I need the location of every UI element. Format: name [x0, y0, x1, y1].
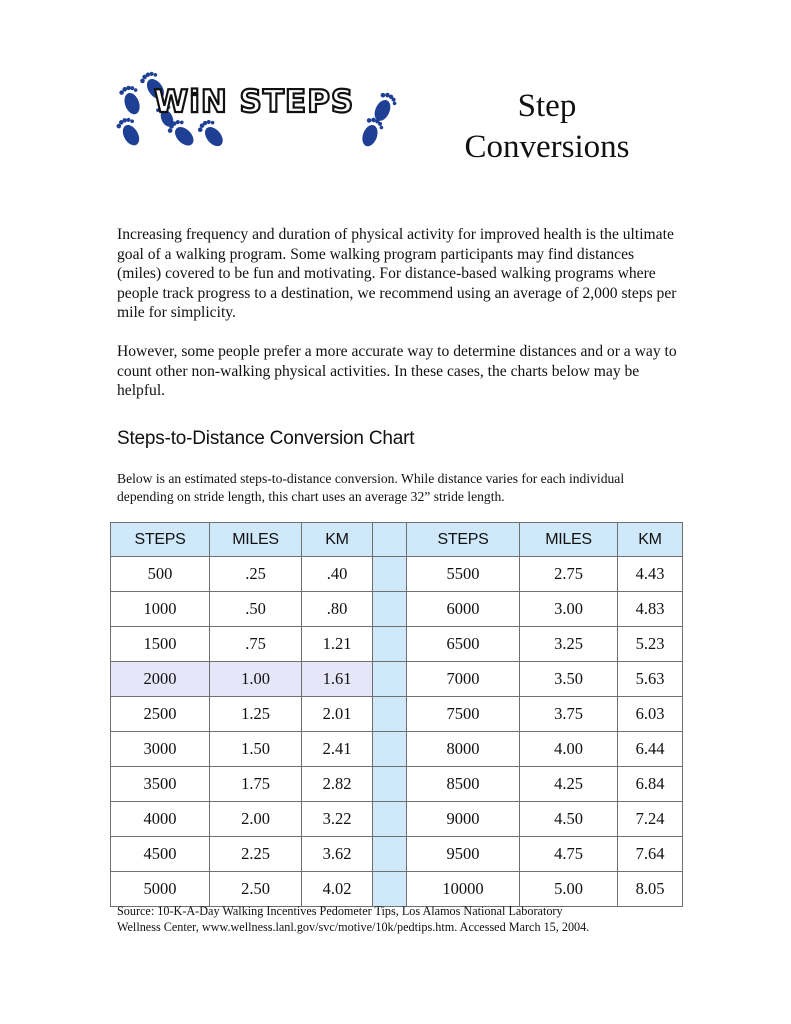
steps-cell: 7000 — [407, 662, 520, 697]
source-line-1: Source: 10-K-A-Day Walking Incentives Pedometer Tips, Los Alamos National Laboratory — [117, 904, 563, 918]
miles-cell: .75 — [210, 627, 302, 662]
miles-cell: 1.00 — [210, 662, 302, 697]
table-divider — [373, 802, 407, 837]
table-divider — [373, 732, 407, 767]
table-row-highlighted — [111, 662, 683, 697]
table-row — [111, 767, 683, 802]
miles-cell: 1.75 — [210, 767, 302, 802]
table-divider — [373, 557, 407, 592]
table-row — [111, 697, 683, 732]
km-cell: 3.22 — [302, 802, 373, 837]
header-km-2: KM — [618, 523, 683, 557]
km-cell: 4.83 — [618, 592, 683, 627]
miles-cell: 3.75 — [520, 697, 618, 732]
km-cell: 6.44 — [618, 732, 683, 767]
table-divider — [373, 627, 407, 662]
table-row — [111, 557, 683, 592]
header-km: KM — [302, 523, 373, 557]
chart-description: Below is an estimated steps-to-distance conversion. While distance varies for each individual depending on stride length, this chart uses an average 32” stride length. — [117, 471, 625, 504]
table-divider — [373, 767, 407, 802]
steps-cell: 5000 — [111, 872, 210, 907]
km-cell: 5.23 — [618, 627, 683, 662]
km-cell: 2.01 — [302, 697, 373, 732]
steps-cell: 3500 — [111, 767, 210, 802]
table-row — [111, 872, 683, 907]
steps-cell: 9000 — [407, 802, 520, 837]
table-divider — [373, 662, 407, 697]
miles-cell: .50 — [210, 592, 302, 627]
source-citation — [117, 903, 697, 935]
km-cell: 6.84 — [618, 767, 683, 802]
steps-cell: 8000 — [407, 732, 520, 767]
km-cell: 5.63 — [618, 662, 683, 697]
title-line-1: Step — [517, 88, 577, 124]
miles-cell: 5.00 — [520, 872, 618, 907]
table-row — [111, 627, 683, 662]
km-cell: 2.41 — [302, 732, 373, 767]
km-cell: 2.82 — [302, 767, 373, 802]
km-cell: 3.62 — [302, 837, 373, 872]
table-row — [111, 837, 683, 872]
conversion-table — [110, 522, 683, 907]
km-cell: 7.24 — [618, 802, 683, 837]
table-row — [111, 732, 683, 767]
table-row — [111, 592, 683, 627]
steps-cell: 8500 — [407, 767, 520, 802]
km-cell: .80 — [302, 592, 373, 627]
steps-cell: 7500 — [407, 697, 520, 732]
table-divider — [373, 523, 407, 557]
header-miles-2: MILES — [520, 523, 618, 557]
miles-cell: 1.50 — [210, 732, 302, 767]
steps-cell: 4000 — [111, 802, 210, 837]
header-miles: MILES — [210, 523, 302, 557]
steps-cell: 500 — [111, 557, 210, 592]
miles-cell: 3.25 — [520, 627, 618, 662]
steps-cell: 2500 — [111, 697, 210, 732]
miles-cell: 3.00 — [520, 592, 618, 627]
logo-text: WiN STEPS — [154, 84, 355, 120]
km-cell: 1.61 — [302, 662, 373, 697]
miles-cell: 3.50 — [520, 662, 618, 697]
table-divider — [373, 592, 407, 627]
header-steps: STEPS — [111, 523, 210, 557]
header-steps-2: STEPS — [407, 523, 520, 557]
km-cell: 1.21 — [302, 627, 373, 662]
steps-cell: 1000 — [111, 592, 210, 627]
intro-text — [117, 225, 677, 401]
page-title — [440, 86, 654, 168]
miles-cell: 2.00 — [210, 802, 302, 837]
table-row — [111, 802, 683, 837]
steps-cell: 3000 — [111, 732, 210, 767]
miles-cell: 4.00 — [520, 732, 618, 767]
steps-cell: 10000 — [407, 872, 520, 907]
intro-paragraph-1: Increasing frequency and duration of physical activity for improved health is the ultimate goal of a walking program. Some walking program participants may find distances (miles) covered to be fun and motivating. For distance-based walking programs where people track progress to a destination, we recommend using an average of 2,000 steps per mile for simplicity. — [117, 226, 677, 322]
win-steps-logo — [110, 70, 410, 160]
miles-cell: 2.25 — [210, 837, 302, 872]
steps-cell: 4500 — [111, 837, 210, 872]
km-cell: 8.05 — [618, 872, 683, 907]
table-divider — [373, 697, 407, 732]
source-line-2: Wellness Center, www.wellness.lanl.gov/svc/motive/10k/pedtips.htm. Accessed March 15, 2004. — [117, 920, 590, 934]
miles-cell: 4.50 — [520, 802, 618, 837]
miles-cell: .25 — [210, 557, 302, 592]
steps-cell: 1500 — [111, 627, 210, 662]
km-cell: 4.02 — [302, 872, 373, 907]
km-cell: .40 — [302, 557, 373, 592]
miles-cell: 1.25 — [210, 697, 302, 732]
steps-cell: 6500 — [407, 627, 520, 662]
miles-cell: 4.25 — [520, 767, 618, 802]
miles-cell: 4.75 — [520, 837, 618, 872]
section-heading: Steps-to-Distance Conversion Chart — [117, 428, 415, 449]
table-header-row — [111, 523, 683, 557]
km-cell: 6.03 — [618, 697, 683, 732]
steps-cell: 5500 — [407, 557, 520, 592]
miles-cell: 2.50 — [210, 872, 302, 907]
steps-cell: 2000 — [111, 662, 210, 697]
miles-cell: 2.75 — [520, 557, 618, 592]
intro-paragraph-2: However, some people prefer a more accurate way to determine distances and or a way to count other non-walking physical activities. In these cases, the charts below may be helpful. — [117, 342, 677, 400]
steps-cell: 9500 — [407, 837, 520, 872]
km-cell: 4.43 — [618, 557, 683, 592]
km-cell: 7.64 — [618, 837, 683, 872]
table-divider — [373, 837, 407, 872]
steps-cell: 6000 — [407, 592, 520, 627]
table-divider — [373, 872, 407, 907]
title-line-2: Conversions — [464, 129, 630, 165]
